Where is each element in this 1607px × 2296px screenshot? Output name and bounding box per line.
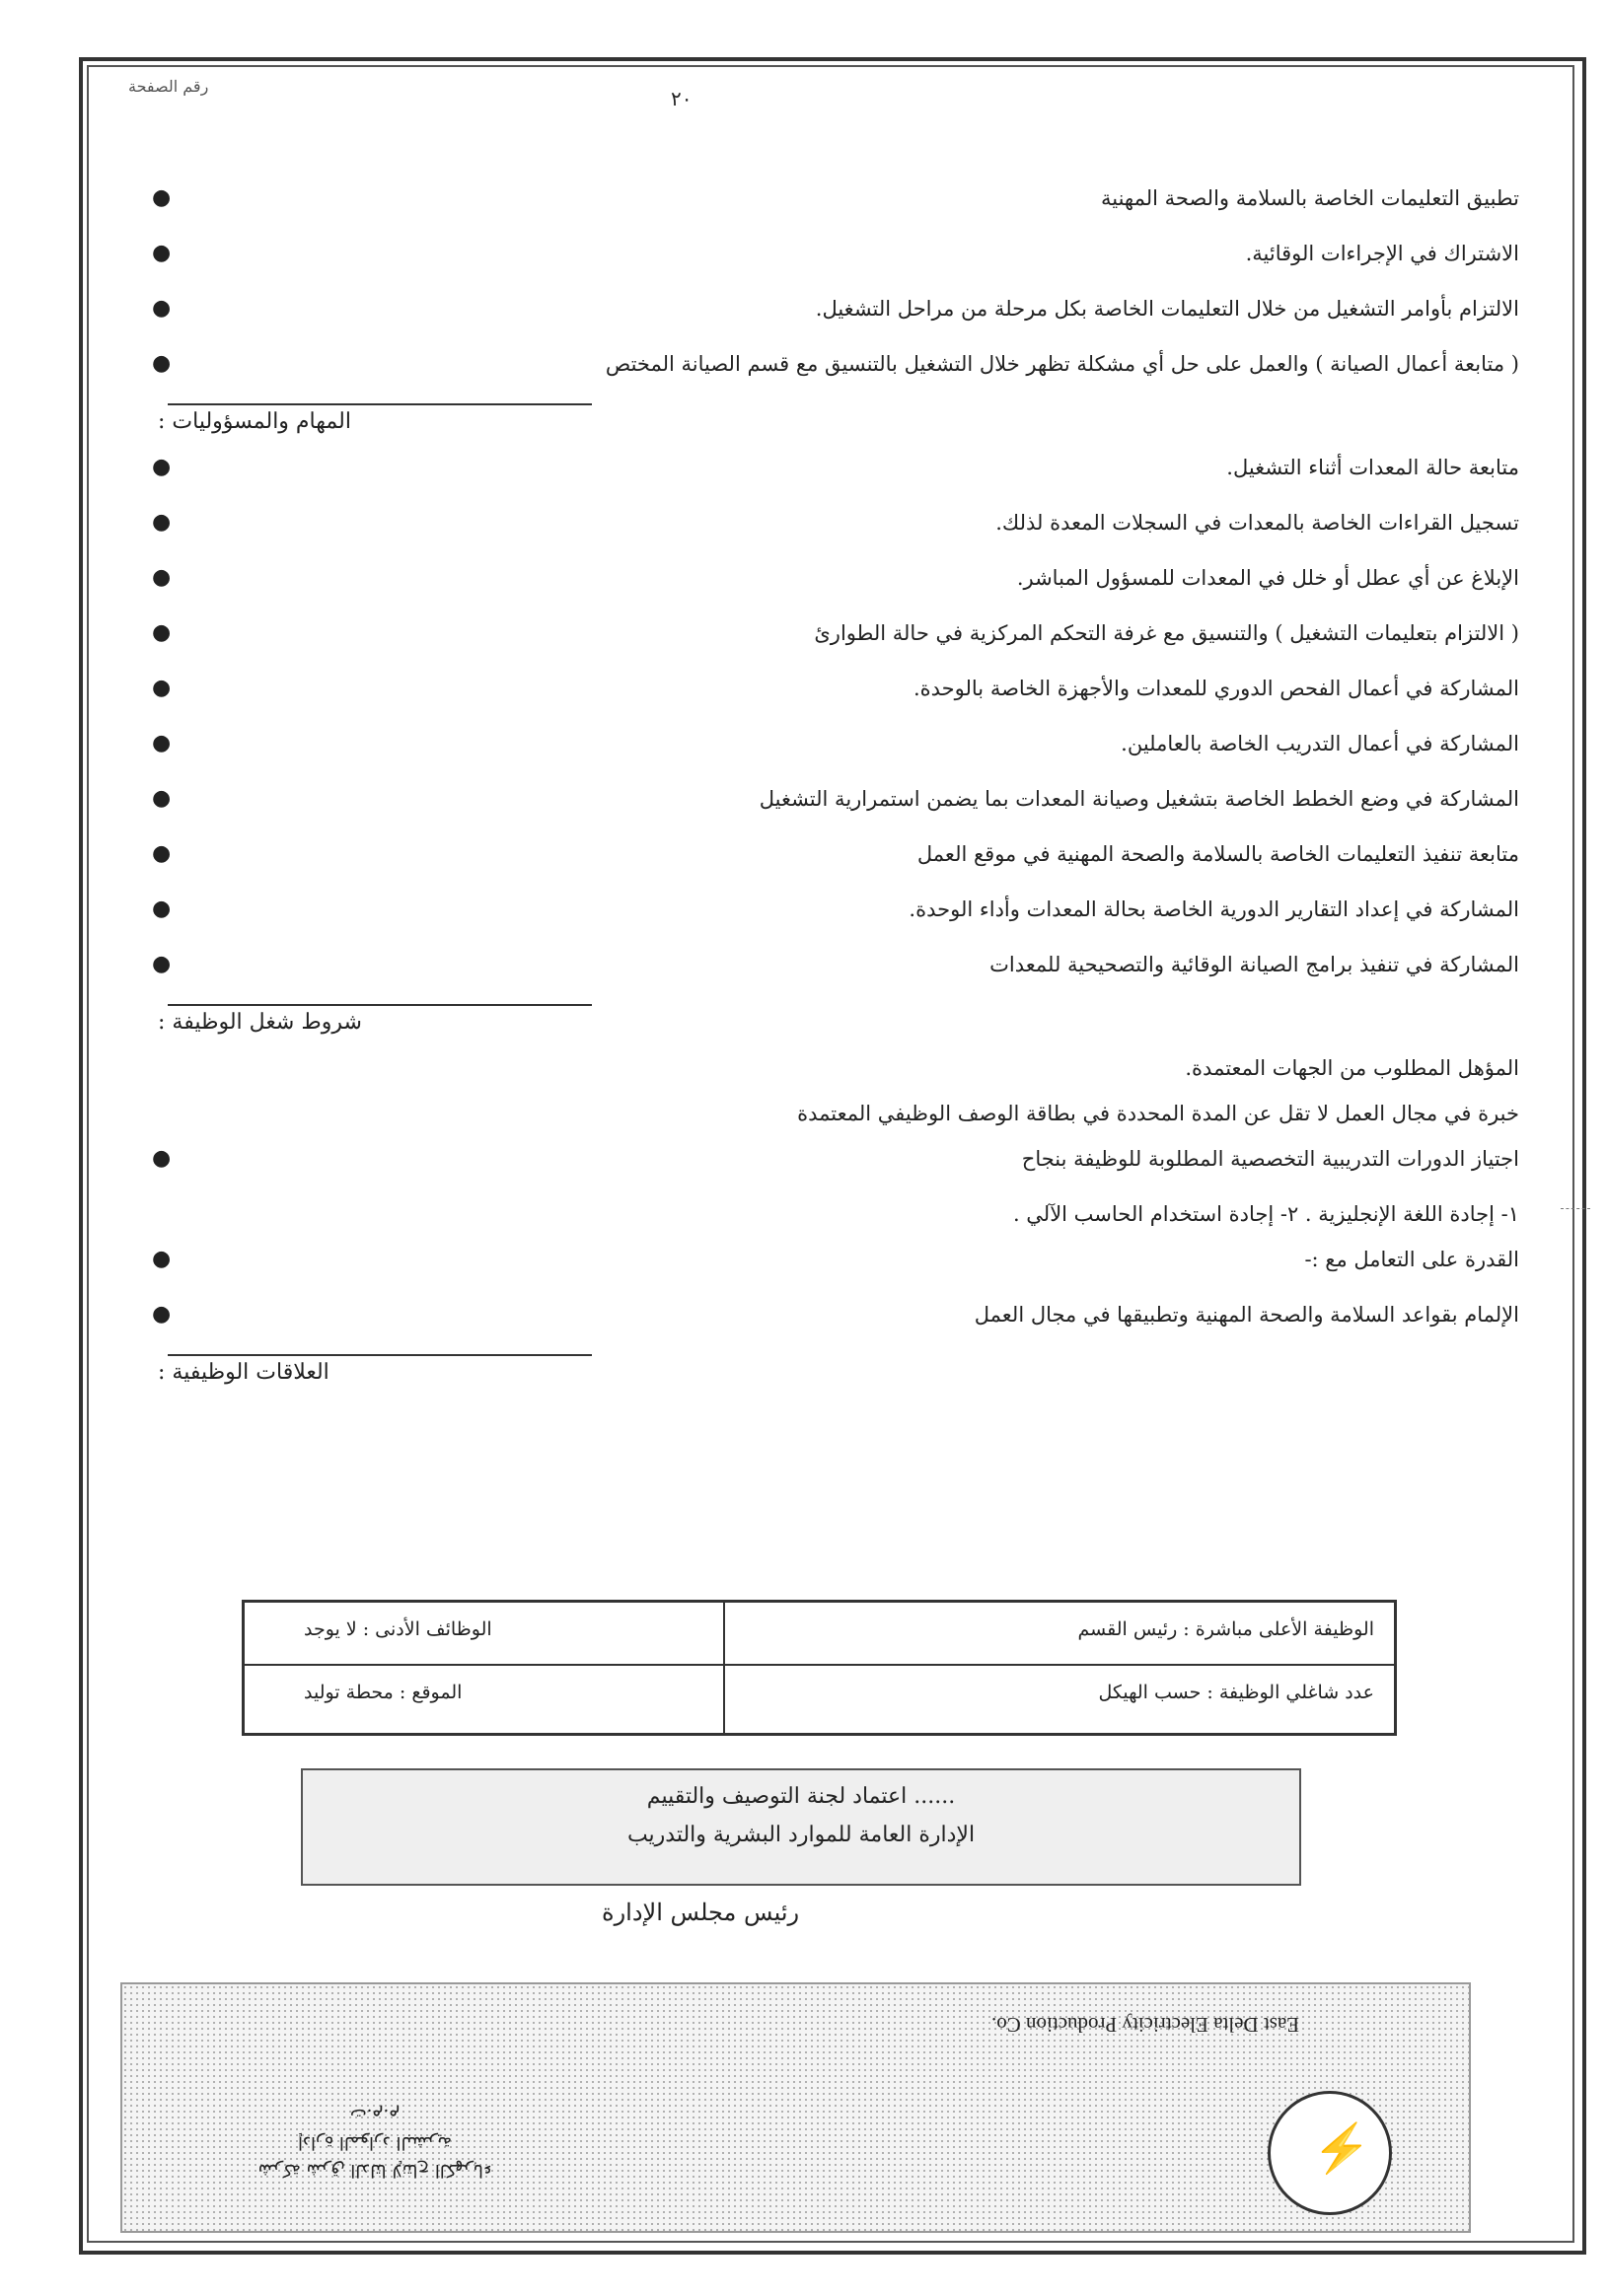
bullet-icon: ● <box>152 351 172 376</box>
list-item: ● المشاركة في إعداد التقارير الدورية الخاصة بحالة المعدات وأداء الوحدة. <box>158 894 1519 931</box>
section-divider <box>168 1354 592 1356</box>
requirement-line: المؤهل المطلوب من الجهات المعتمدة. <box>1185 1056 1519 1080</box>
bullet-icon: ● <box>152 296 172 321</box>
margin-mark <box>1561 1208 1590 1209</box>
table-cell: الوظائف الأدنى : لا يوجد <box>304 1618 492 1640</box>
signoff: رئيس مجلس الإدارة <box>602 1899 800 1926</box>
bullet-icon: ● <box>152 952 172 976</box>
section-divider <box>168 1004 592 1006</box>
relations-table <box>242 1600 1397 1736</box>
list-item: ● الالتزام بأوامر التشغيل من خلال التعليمات الخاصة بكل مرحلة من مراحل التشغيل. <box>158 293 1519 330</box>
list-item: ● المشاركة في وضع الخطط الخاصة بتشغيل وصيانة المعدات بما يضمن استمرارية التشغيل <box>158 783 1519 821</box>
bullet-icon: ● <box>152 841 172 866</box>
company-name-en: East Delta Electricity Production Co. <box>991 2013 1300 2037</box>
section-title-relations: العلاقات الوظيفية : <box>158 1360 329 1385</box>
section-title-tasks: المهام والمسؤوليات : <box>158 409 351 434</box>
stamp-line: ت.م.م <box>349 2105 401 2125</box>
approval-note <box>301 1768 1301 1886</box>
company-stamp-text <box>187 2101 562 2184</box>
bullet-icon: ● <box>152 786 172 811</box>
bullet-icon: ● <box>152 1302 172 1327</box>
bullet-icon: ● <box>152 185 172 210</box>
note-line: ...... اعتماد لجنة التوصيف والتقييم <box>646 1784 956 1809</box>
list-item: ● الاشتراك في الإجراءات الوقائية. <box>158 238 1519 275</box>
list-item: ● القدرة على التعامل مع :- <box>158 1244 1519 1281</box>
bullet-icon: ● <box>152 510 172 535</box>
page-number: ٢٠ <box>671 87 693 110</box>
list-item: ● المشاركة في أعمال التدريب الخاصة بالعاملين. <box>158 728 1519 765</box>
table-cell: الوظيفة الأعلى مباشرة : رئيس القسم <box>1077 1618 1374 1640</box>
bullet-icon: ● <box>152 897 172 921</box>
list-item: ● تسجيل القراءات الخاصة بالمعدات في السجلات المعدة لذلك. <box>158 507 1519 544</box>
table-cell: عدد شاغلي الوظيفة : حسب الهيكل <box>1098 1682 1374 1703</box>
bullet-icon: ● <box>152 455 172 479</box>
table-cell: الموقع : محطة توليد <box>304 1682 463 1703</box>
stamp-line: شركة شرق الدلتا لإنتاج الكهرباء <box>257 2160 492 2181</box>
section-divider <box>168 403 592 405</box>
list-item: ● متابعة تنفيذ التعليمات الخاصة بالسلامة والصحة المهنية في موقع العمل <box>158 838 1519 876</box>
list-item: ● الإبلاغ عن أي عطل أو خلل في المعدات للمسؤول المباشر. <box>158 562 1519 600</box>
list-item: ● اجتياز الدورات التدريبية التخصصية المطلوبة للوظيفة بنجاح <box>158 1143 1519 1181</box>
bullet-icon: ● <box>152 1247 172 1271</box>
bullet-icon: ● <box>152 620 172 645</box>
bullet-icon: ● <box>152 565 172 590</box>
section-title-requirements: شروط شغل الوظيفة : <box>158 1010 362 1035</box>
header-mark: رقم الصفحة <box>128 77 209 96</box>
bullet-icon: ● <box>152 731 172 755</box>
list-item: ● الإلمام بقواعد السلامة والصحة المهنية وتطبيقها في مجال العمل <box>158 1299 1519 1336</box>
requirement-line: خبرة في مجال العمل لا تقل عن المدة المحددة في بطاقة الوصف الوظيفي المعتمدة <box>797 1102 1519 1125</box>
list-item: ● تطبيق التعليمات الخاصة بالسلامة والصحة المهنية <box>158 182 1519 220</box>
bullet-icon: ● <box>152 1146 172 1171</box>
bullet-icon: ● <box>152 241 172 265</box>
table-divider <box>723 1603 725 1733</box>
list-item: ● المشاركة في أعمال الفحص الدوري للمعدات والأجهزة الخاصة بالوحدة. <box>158 673 1519 710</box>
list-item: ● متابعة حالة المعدات أثناء التشغيل. <box>158 452 1519 489</box>
requirement-line: ١- إجادة اللغة الإنجليزية . ٢- إجادة استخدام الحاسب الآلي . <box>1012 1202 1519 1226</box>
table-divider <box>245 1664 1394 1666</box>
list-item: ● ( الالتزام بتعليمات التشغيل ) والتنسيق مع غرفة التحكم المركزية في حالة الطوارئ <box>158 617 1519 655</box>
list-item: ● المشاركة في تنفيذ برامج الصيانة الوقائية والتصحيحية للمعدات <box>158 949 1519 986</box>
note-line: الإدارة العامة للموارد البشرية والتدريب <box>626 1823 976 1847</box>
bullet-icon: ● <box>152 676 172 700</box>
lightning-icon: ⚡ <box>1312 2120 1371 2176</box>
stamp-line: إدارة الموارد البشرية <box>297 2132 453 2153</box>
document-body <box>152 182 1519 1402</box>
list-item: ● ( متابعة أعمال الصيانة ) والعمل على حل أي مشكلة تظهر خلال التشغيل بالتنسيق مع قسم الصيانة المختص <box>158 348 1519 386</box>
